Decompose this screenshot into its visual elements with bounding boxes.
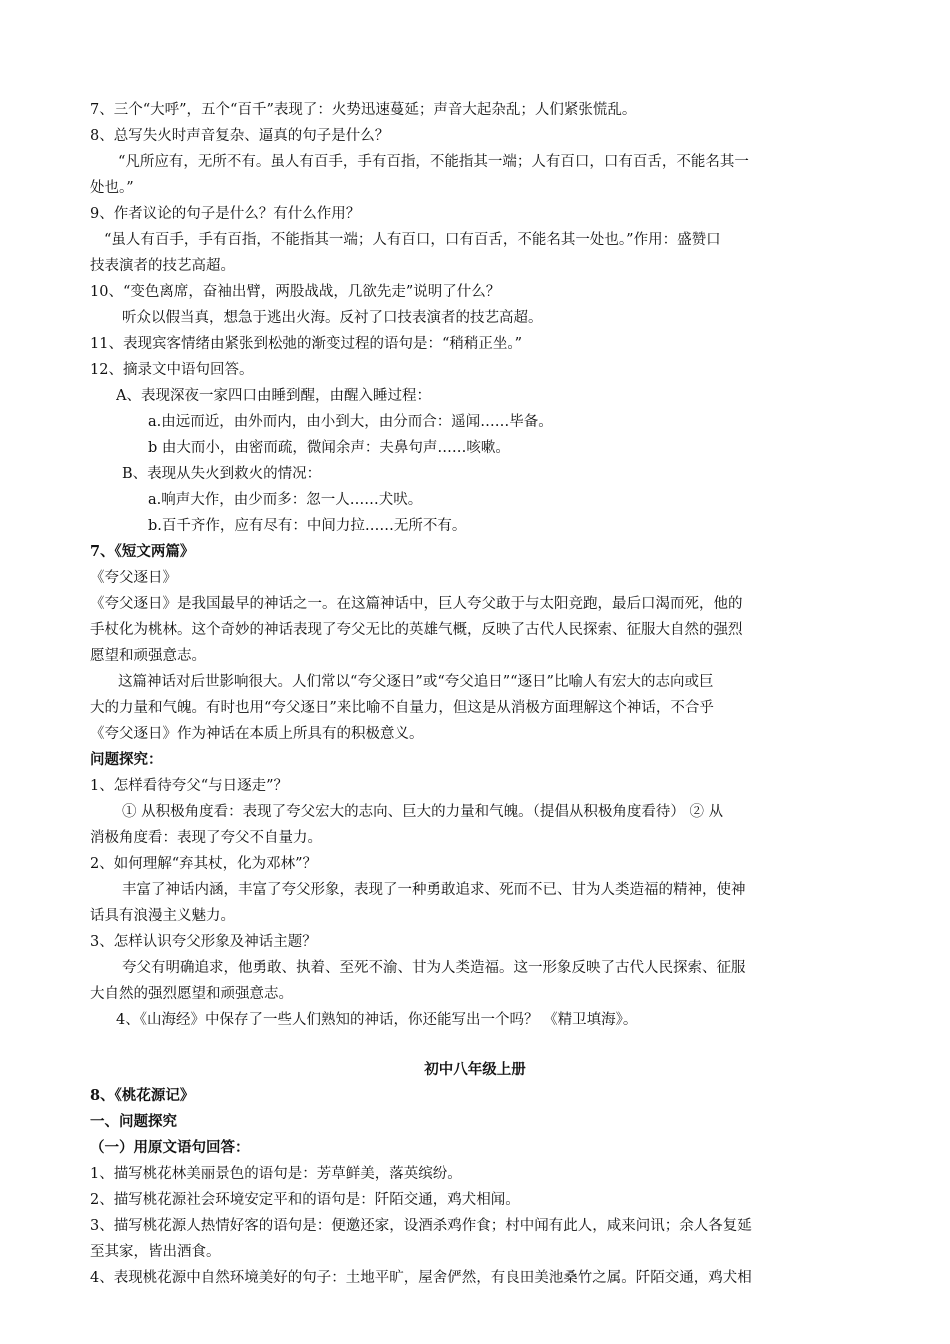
text-line: b.百千齐作，应有尽有：中间力拉……无所不有。 [148,518,467,534]
section-heading: 8、《桃花源记》 [90,1087,195,1104]
text-line: 这篇神话对后世影响很大。人们常以“夸父逐日”或“夸父追日”“逐日”比喻人有宏大的志向或巨 [118,674,714,690]
text-line: 大的力量和气魄。有时也用“夸父逐日”来比喻不自量力，但这是从消极方面理解这个神话，不合乎 [90,700,714,716]
text-line: 12、摘录文中语句回答。 [90,362,254,378]
text-line: A、表现深夜一家四口由睡到醒，由醒入睡过程： [116,388,431,404]
text-line: 《夸父逐日》是我国最早的神话之一。在这篇神话中，巨人夸父敢于与太阳竞跑，最后口渴而死，他的 [90,596,743,612]
text-line: 3、描写桃花源人热情好客的语句是：便邀还家，设酒杀鸡作食；村中闻有此人，咸来问讯；余人各复延 [90,1218,752,1234]
text-line: a.由远而近，由外而内，由小到大，由分而合：遥闻……毕备。 [148,414,553,430]
text-line: ① 从积极角度看：表现了夸父宏大的志向、巨大的力量和气魄。（提倡从积极角度看待） ② 从 [122,804,724,820]
text-line: 2、描写桃花源社会环境安定平和的语句是：阡陌交通，鸡犬相闻。 [90,1192,520,1208]
text-line: b 由大而小，由密而疏，微闻余声：夫鼻句声……咳嗽。 [148,440,510,456]
text-line: 《夸父逐日》作为神话在本质上所具有的积极意义。 [90,726,424,742]
page-title: 初中八年级上册 [424,1061,526,1078]
text-line: 至其家，皆出酒食。 [90,1244,221,1260]
text-line: 愿望和顽强意志。 [90,648,206,664]
text-line: 11、表现宾客情绪由紧张到松弛的渐变过程的语句是：“稍稍正坐。” [90,336,523,352]
text-line: 9、作者议论的句子是什么？有什么作用？ [90,206,361,222]
text-line: 丰富了神话内涵，丰富了夸父形象，表现了一种勇敢追求、死而不已、甘为人类造福的精神，使神 [122,882,746,898]
text-line: 10、“变色离席，奋袖出臂，两股战战，几欲先走”说明了什么？ [90,284,501,300]
text-line: 消极角度看：表现了夸父不自量力。 [90,830,322,846]
text-line: 1、描写桃花林美丽景色的语句是：芳草鲜美，落英缤纷。 [90,1166,462,1182]
text-line: 7、三个“大呼”，五个“百千”表现了：火势迅速蔓延；声音大起杂乱；人们紧张慌乱。 [90,102,637,118]
text-line: B、表现从失火到救火的情况： [122,466,322,482]
text-line: 《夸父逐日》 [90,570,177,586]
text-line: 夸父有明确追求，他勇敢、执着、至死不渝、甘为人类造福。这一形象反映了古代人民探索、征服 [122,960,746,976]
text-line: 话具有浪漫主义魅力。 [90,908,235,924]
text-line: “虽人有百手，手有百指，不能指其一端；人有百口，口有百舌，不能名其一处也。”作用：盛赞口 [104,232,721,248]
section-heading: 问题探究： [90,751,163,768]
section-heading: （一）用原文语句回答： [90,1139,250,1156]
text-line: 处也。” [90,180,134,196]
text-line: 2、如何理解“弃其杖，化为邓林”？ [90,856,318,872]
text-line: 3、怎样认识夸父形象及神话主题？ [90,934,317,950]
text-line: 4、表现桃花源中自然环境美好的句子：土地平旷，屋舍俨然，有良田美池桑竹之属。阡陌交通，鸡犬相 [90,1270,752,1286]
text-line: “凡所应有，无所不有。虽人有百手，手有百指，不能指其一端；人有百口，口有百舌，不能名其一 [118,154,749,170]
text-line: 1、怎样看待夸父“与日逐走”？ [90,778,289,794]
text-line: 8、总写失火时声音复杂、逼真的句子是什么？ [90,128,390,144]
text-line: 手杖化为桃林。这个奇妙的神话表现了夸父无比的英雄气概，反映了古代人民探索、征服大自然的强烈 [90,622,743,638]
text-line: 大自然的强烈愿望和顽强意志。 [90,986,293,1002]
text-line: 听众以假当真，想急于逃出火海。反衬了口技表演者的技艺高超。 [122,310,543,326]
text-line: 技表演者的技艺高超。 [90,258,235,274]
section-heading: 7、《短文两篇》 [90,543,195,560]
section-heading: 一、问题探究 [90,1113,177,1130]
text-line: 4、《山海经》中保存了一些人们熟知的神话，你还能写出一个吗？ 《精卫填海》。 [116,1012,638,1028]
text-line: a.响声大作，由少而多：忽一人……犬吠。 [148,492,423,508]
